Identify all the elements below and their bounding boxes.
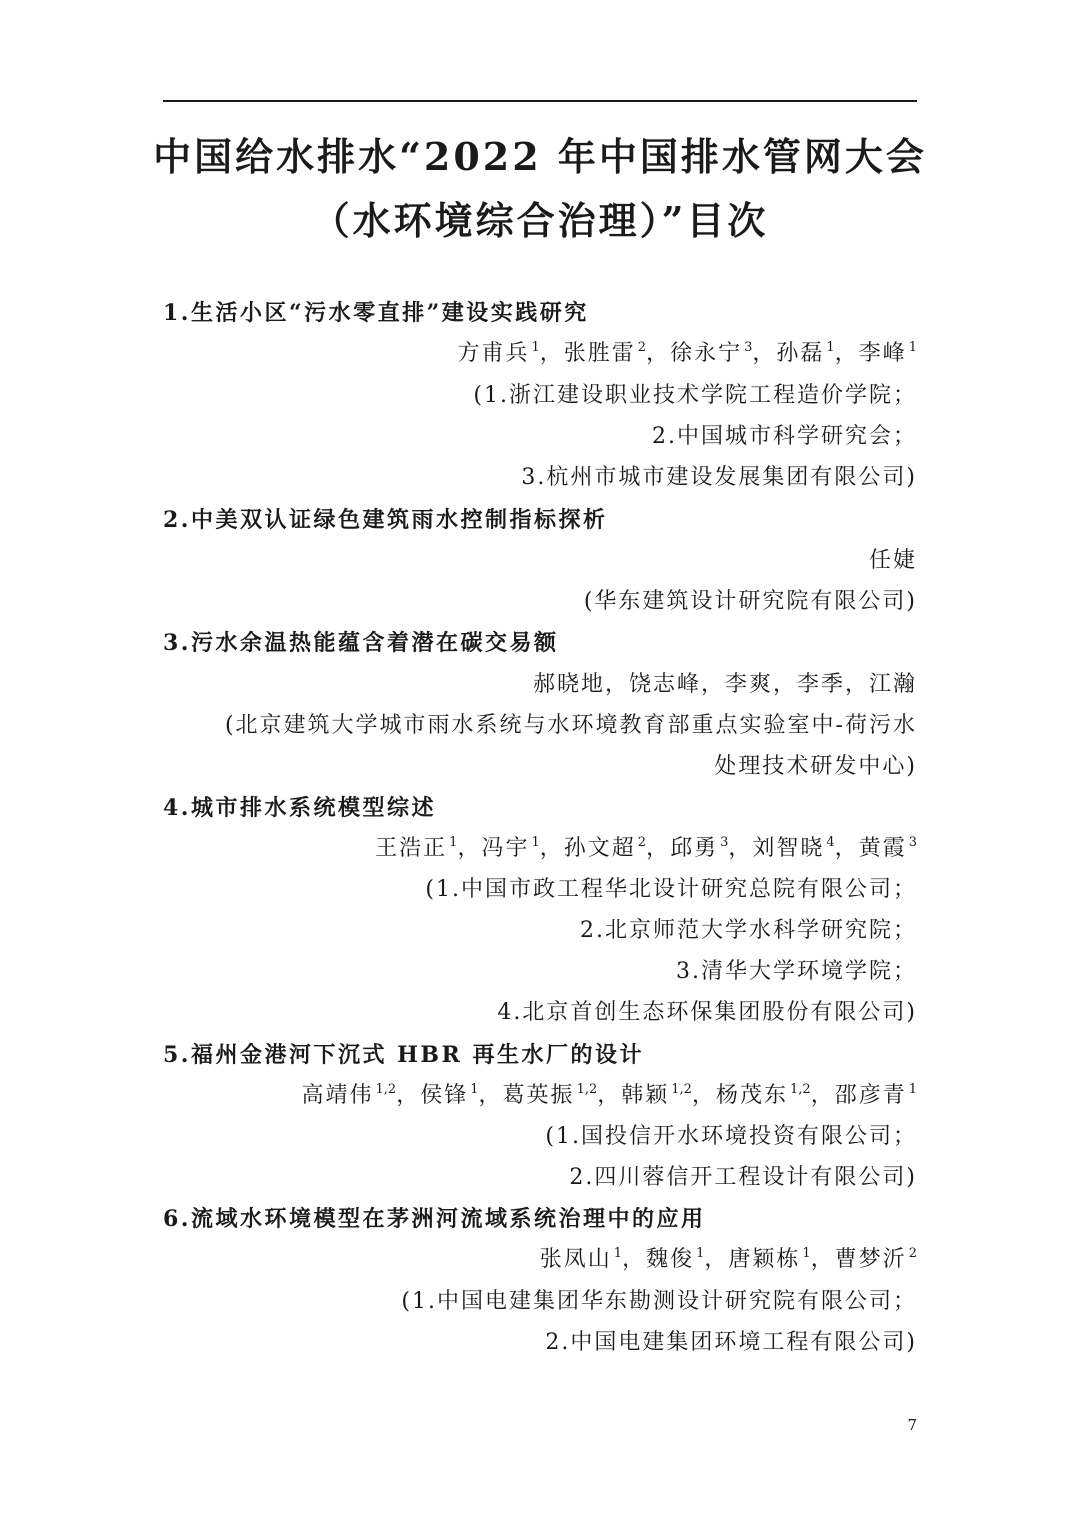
author-affiliation-mark: 1 (908, 340, 917, 355)
author-name: 李峰 (858, 341, 907, 366)
author-affiliation-mark: 1 (531, 340, 540, 355)
author-affiliation-mark: 1 (826, 340, 835, 355)
author-affiliation-mark: 1 (802, 1246, 811, 1261)
entry-title: 4.城市排水系统模型综述 (163, 795, 436, 821)
author-affiliation-mark: 2 (637, 340, 647, 355)
entry-title: 3.污水余温热能蕴含着潜在碳交易额 (163, 630, 559, 656)
author-name: 葛英振 (502, 1083, 575, 1108)
author-affiliation-mark: 1 (470, 1082, 479, 1097)
entry-affiliation: 4.北京首创生态环保集团股份有限公司) (497, 1000, 917, 1025)
entry-authors: 郝晓地，饶志峰，李爽，李季，江瀚 (532, 672, 917, 697)
author-name: 方甫兵 (457, 341, 530, 366)
author-affiliation-mark: 1 (449, 835, 458, 850)
entry-title: 6.流域水环境模型在茅洲河流域系统治理中的应用 (163, 1206, 706, 1232)
author-name: 韩颖 (621, 1083, 670, 1108)
author-name: 唐颖栋 (728, 1247, 801, 1272)
entry-authors: 高靖伟 $^{1,2}$，侯锋 $^1$，葛英振 $^{1,2}$，韩颖 $^{1,2}$，杨茂东 $^{1,2}$，邵彦青 $^1$ (301, 1082, 917, 1108)
entry-affiliation: 3.清华大学环境学院； (676, 959, 917, 984)
author-affiliation-mark: 1,2 (375, 1082, 397, 1097)
author-affiliation-mark: 1 (613, 1246, 623, 1261)
author-name: 张胜雷 (563, 341, 636, 366)
author-name: 张凤山 (539, 1247, 612, 1272)
page-title-line-1: 中国给水排水“2022 年中国排水管网大会 (153, 134, 927, 179)
entry-title: 2.中美双认证绿色建筑雨水控制指标探析 (163, 507, 608, 533)
entry-affiliation: 2.中国城市科学研究会； (652, 424, 917, 449)
page-number: 7 (907, 1416, 917, 1434)
author-name: 杨茂东 (715, 1083, 788, 1108)
entry-affiliation: (1.国投信开水环境投资有限公司； (545, 1124, 917, 1149)
author-name: 邱勇 (670, 836, 719, 861)
author-affiliation-mark: 1,2 (576, 1082, 598, 1097)
entry-authors: 张凤山 $^1$，魏俊 $^1$，唐颖栋 $^1$，曹梦沂 $^2$ (539, 1246, 917, 1272)
entry-authors: 任婕 (868, 548, 917, 573)
author-name: 魏俊 (646, 1247, 695, 1272)
entry-title: 1.生活小区“污水零直排”建设实践研究 (163, 300, 589, 326)
author-affiliation-mark: 1,2 (790, 1082, 811, 1097)
entry-affiliation: 2.中国电建集团环境工程有限公司) (545, 1330, 917, 1355)
author-affiliation-mark: 1,2 (671, 1082, 692, 1097)
top-rule (163, 100, 917, 102)
author-affiliation-mark: 3 (720, 835, 729, 850)
author-name: 王浩正 (375, 836, 448, 861)
author-affiliation-mark: 2 (908, 1246, 917, 1261)
author-name: 曹梦沂 (834, 1247, 907, 1272)
entry-title: 5.福州金港河下沉式 HBR 再生水厂的设计 (163, 1042, 644, 1068)
author-name: 孙磊 (776, 341, 825, 366)
author-name: 冯宇 (481, 836, 530, 861)
author-name: 高靖伟 (301, 1083, 374, 1108)
author-affiliation-mark: 1 (908, 1082, 917, 1097)
author-affiliation-mark: 4 (826, 835, 835, 850)
entry-affiliation: 2.四川蓉信开工程设计有限公司) (569, 1165, 917, 1190)
entry-affiliation: (1.中国电建集团华东勘测设计研究院有限公司； (401, 1289, 917, 1314)
author-name: 刘智晓 (752, 836, 825, 861)
author-name: 徐永宁 (670, 341, 743, 366)
author-affiliation-mark: 2 (637, 835, 647, 850)
author-affiliation-mark: 3 (744, 340, 753, 355)
page-title-line-2: （水环境综合治理）”目次 (311, 198, 769, 243)
author-name: 侯锋 (420, 1083, 469, 1108)
entry-authors: 王浩正 $^1$，冯宇 $^1$，孙文超 $^2$，邱勇 $^3$，刘智晓 $^4$，黄霞 $^3$ (375, 835, 917, 861)
entry-affiliation: 处理技术研发中心) (714, 754, 917, 779)
entry-authors: 方甫兵 $^1$，张胜雷 $^2$，徐永宁 $^3$，孙磊 $^1$，李峰 $^1$ (457, 340, 917, 366)
entry-affiliation: (华东建筑设计研究院有限公司) (583, 589, 917, 614)
entry-affiliation: (1.中国市政工程华北设计研究总院有限公司； (425, 877, 917, 902)
author-affiliation-mark: 1 (696, 1246, 705, 1261)
entry-affiliation: (北京建筑大学城市雨水系统与水环境教育部重点实验室中-荷污水 (224, 713, 917, 738)
author-affiliation-mark: 3 (908, 835, 917, 850)
author-name: 孙文超 (563, 836, 636, 861)
entry-affiliation: 3.杭州市城市建设发展集团有限公司) (521, 465, 917, 490)
entry-affiliation: (1.浙江建设职业技术学院工程造价学院； (473, 383, 917, 408)
author-name: 邵彦青 (834, 1083, 907, 1108)
author-affiliation-mark: 1 (531, 835, 540, 850)
author-name: 黄霞 (858, 836, 907, 861)
entry-affiliation: 2.北京师范大学水科学研究院； (580, 918, 917, 943)
